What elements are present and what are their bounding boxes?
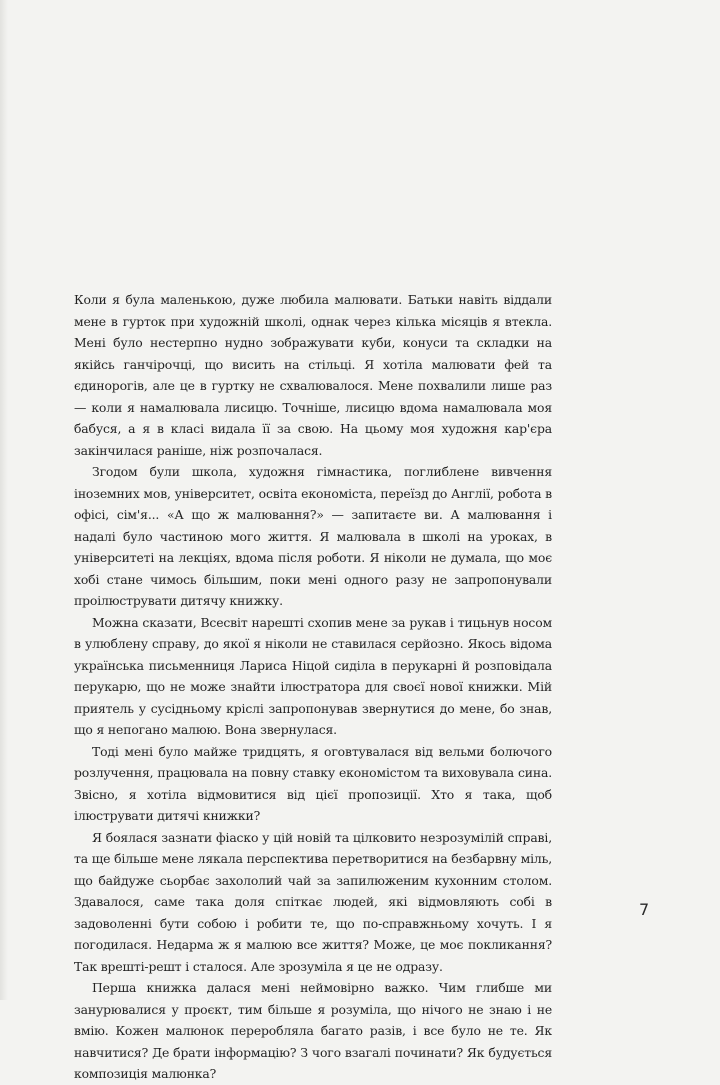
paragraph: Згодом були школа, художня гімнастика, поглиблене вивчення іноземних мов, університет, освіта економіста, переїзд до Англії, робота в офісі, сім'я... «А що ж малювання?» — запитаєте ви. А малювання і надалі було частиною мого життя. Я малювала в школі на уроках, в університеті на лекціях, вдома після роботи. Я ніколи не думала, що моє хобі стане чимось більшим, поки мені одного разу не запропонували проілюструвати дитячу книжку. [74,464,552,608]
paragraph: Я боялася зазнати фіаско у цій новій та цілковито незрозумілій справі, та ще більше мене лякала перспектива перетворитися на безбарвну міль, що байдуже сьорбає захололий чай за запилюженим кухонним столом. Здавалося, саме така доля спіткає людей, які відмовляють собі в задоволенні бути собою і робити те, що по-справжньому хочуть. І я погодилася. Недарма ж я малюю все життя? Може, це моє покликання? Так врешті-решт і сталося. Але зрозуміла я це не одразу. [74,829,552,974]
paragraph: Можна сказати, Всесвіт нарешті схопив мене за рукав і тицьнув носом в улюблену справу, до якої я ніколи не ставилася серйозно. Якось відома українська письменниця Лариса Ніцой сиділа в перукарні й розповідала перукарю, що не може знайти ілюстратора для своєї нової книжки. Мій приятель у сусідньому кріслі запропонував звернутися до мене, бо знав, що я непогано малюю. Вона звернулася. [74,614,552,737]
paragraph: Коли я була маленькою, дуже любила малювати. Батьки навіть віддали мене в гурток при художній школі, однак через кілька місяців я втекла. Мені було нестерпно нудно зображувати куби, конуси та складки на якійсь ганчірочці, що висить на стільці. Я хотіла малювати фей та єдинорогів, але це в гуртку не схвалювалося. Мене похвалили лише раз — коли я намалювала лисицю. Точніше, лисицю вдома намалювала моя бабуся, а я в класі видала її за свою. На цьому моя художня кар'єра закінчилася раніше, ніж розпочалася. [74,292,552,458]
page-edge-shadow [0,0,8,1000]
body-text [74,289,552,1085]
page-number: 7 [639,900,650,919]
paragraph: Перша книжка далася мені неймовірно важко. Чим глибше ми занурювалися у проєкт, тим більше я розуміла, що нічого не знаю і не вмію. Кожен малюнок переробляла багато разів, і все було не те. Як навчитися? Де брати інформацію? З чого взагалі починати? Як будується композиція малюнка? [74,980,552,1081]
paragraph: Тоді мені було майже тридцять, я оговтувалася від вельми болючого розлучення, працювала на повну ставку економістом та виховувала сина. Звісно, я хотіла відмовитися від цієї пропозиції. Хто я така, щоб ілюструвати дитячі книжки? [74,743,552,823]
